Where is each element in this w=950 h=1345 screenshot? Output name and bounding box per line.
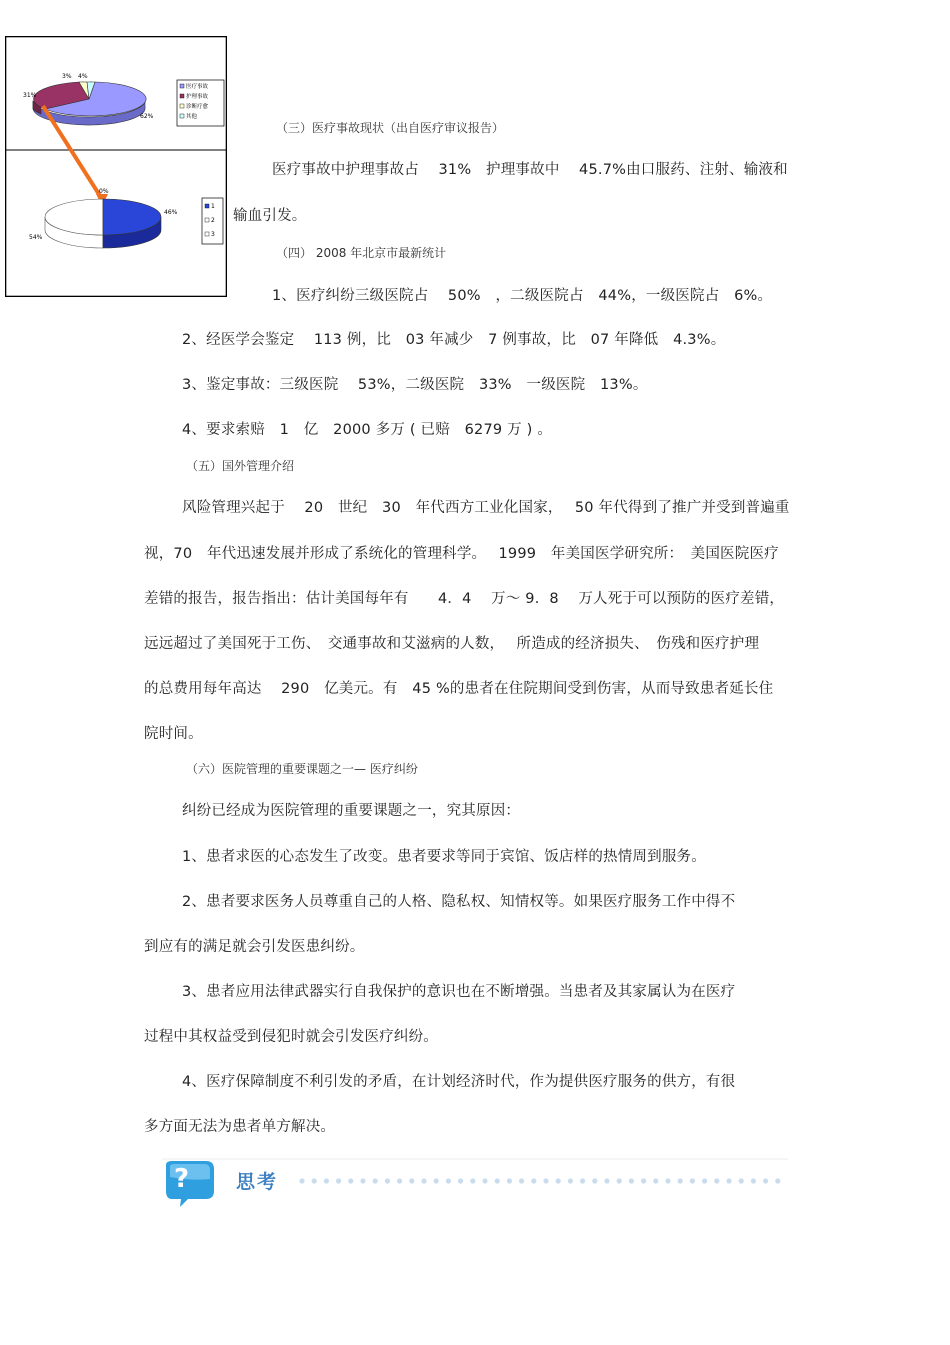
question-mark-glyph: ?: [174, 1164, 190, 1194]
section-5-para-line-2: 视，70 年代迅速发展并形成了系统化的管理科学。 1999 年美国医学研究所： 美国医院医疗: [144, 546, 779, 562]
divider-dot: [495, 1178, 500, 1183]
section-6-item-2-line-1: 2、患者要求医务人员尊重自己的人格、隐私权、知情权等。如果医疗服务工作中得不: [182, 894, 736, 910]
divider-dot: [568, 1178, 573, 1183]
section-6-item-3-line-2: 过程中其权益受到侵犯时就会引发医疗纠纷。: [144, 1029, 438, 1045]
section-6-item-4-line-2: 多方面无法为患者单方解决。: [144, 1119, 336, 1135]
bottom-pie-legend: [202, 198, 223, 244]
legend-swatch-1: [205, 204, 209, 208]
section-6-item-1: 1、患者求医的心态发生了改变。患者要求等同于宾馆、饭店样的热情周到服务。: [182, 849, 706, 865]
divider-dot: [531, 1178, 536, 1183]
pie-chart-figure: [5, 36, 227, 297]
legend-label-1: 1: [211, 203, 215, 210]
divider-dot: [360, 1178, 365, 1183]
section-6-item-2-line-2: 到应有的满足就会引发医患纠纷。: [144, 939, 365, 955]
section-5-para-line-6: 院时间。: [144, 726, 203, 742]
legend-label-medical: 医疗事故: [186, 84, 209, 90]
divider-dot: [324, 1178, 329, 1183]
section-6-intro: 纠纷已经成为医院管理的重要课题之一，究其原因：: [182, 803, 521, 819]
divider-dot: [397, 1178, 402, 1183]
divider-dot: [556, 1178, 561, 1183]
section-5-para-line-1: 风险管理兴起于 20 世纪 30 年代西方工业化国家， 50 年代得到了推广并受到普遍重: [182, 500, 790, 516]
divider-dot: [434, 1178, 439, 1183]
divider-dot: [702, 1178, 707, 1183]
divider-dot: [665, 1178, 670, 1183]
divider-dot: [678, 1178, 683, 1183]
section-3-heading: （三）医疗事故现状（出自医疗审议报告）: [276, 121, 505, 135]
section-3-line-1: 医疗事故中护理事故占 31% 护理事故中 45.7%由口服药、注射、输液和: [272, 162, 788, 178]
top-pie-label-medical: 62%: [140, 113, 154, 120]
legend-swatch-2: [205, 218, 209, 222]
divider-dot: [421, 1178, 426, 1183]
top-pie-label-nursing: 31%: [23, 92, 37, 99]
legend-label-other: 其他: [186, 114, 198, 120]
divider-dot: [470, 1178, 475, 1183]
section-4-item-1: 1、医疗纠纷三级医院占 50% ，二级医院占 44%，一级医院占 6%。: [272, 288, 773, 304]
divider-dot: [739, 1178, 744, 1183]
section-6-item-3-line-1: 3、患者应用法律武器实行自我保护的意识也在不断增强。当患者及其家属认为在医疗: [182, 984, 736, 1000]
section-3-line-2: 输血引发。: [233, 208, 307, 224]
divider-dot: [763, 1178, 768, 1183]
section-5-para-line-5: 的总费用每年高达 290 亿美元。有 45 %的患者在住院期间受到伤害，从而导致患者延长住: [144, 681, 774, 697]
divider-dot: [604, 1178, 609, 1183]
divider-dot: [409, 1178, 414, 1183]
section-4-item-4: 4、要求索赔 1 亿 2000 多万 ( 已赔 6279 万 ) 。: [182, 422, 553, 438]
section-4-item-3: 3、鉴定事故：三级医院 53%，二级医院 33% 一级医院 13%。: [182, 377, 648, 393]
divider-dot: [751, 1178, 756, 1183]
divider-dot: [690, 1178, 695, 1183]
legend-swatch-3: [205, 232, 209, 236]
section-4-item-2: 2、经医学会鉴定 113 例，比 03 年减少 7 例事故，比 07 年降低 4.3%。: [182, 332, 726, 348]
divider-dot: [580, 1178, 585, 1183]
divider-dot: [641, 1178, 646, 1183]
divider-dot: [714, 1178, 719, 1183]
section-6-item-4-line-1: 4、医疗保障制度不利引发的矛盾，在计划经济时代，作为提供医疗服务的供方，有很: [182, 1074, 736, 1090]
divider-dot: [629, 1178, 634, 1183]
divider-dot: [385, 1178, 390, 1183]
think-label: 思考: [236, 1171, 279, 1193]
divider-dot: [507, 1178, 512, 1183]
divider-dot: [775, 1178, 780, 1183]
dotted-divider: [299, 1178, 780, 1183]
divider-dot: [543, 1178, 548, 1183]
top-pie-label-other: 4%: [78, 73, 88, 80]
divider-dot: [348, 1178, 353, 1183]
divider-dot: [726, 1178, 731, 1183]
divider-dot: [336, 1178, 341, 1183]
legend-label-nursing: 护理事故: [186, 94, 209, 100]
divider-dot: [458, 1178, 463, 1183]
legend-label-diagnosis: 诊断疗愈: [186, 104, 209, 110]
legend-label-2: 2: [211, 217, 215, 224]
section-5-para-line-4: 远远超过了美国死于工伤、 交通事故和艾滋病的人数， 所造成的经济损失、 伤残和医疗护理: [144, 636, 760, 652]
top-pie-label-diagnosis: 3%: [62, 73, 72, 80]
bottom-pie-label-3: 54%: [29, 234, 43, 241]
divider-dot: [373, 1178, 378, 1183]
divider-dot: [446, 1178, 451, 1183]
legend-label-3: 3: [211, 231, 215, 238]
divider-dot: [653, 1178, 658, 1183]
section-5-heading: （五）国外管理介绍: [186, 459, 295, 473]
section-6-heading: （六）医院管理的重要课题之一— 医疗纠纷: [186, 762, 418, 776]
bottom-pie-label-1: 46%: [164, 209, 178, 216]
divider-dot: [482, 1178, 487, 1183]
section-5-para-line-3: 差错的报告，报告指出：估计美国每年有 4．4 万～ 9．8 万人死于可以预防的医疗差错，: [144, 591, 785, 607]
top-pie-legend: [177, 80, 224, 126]
legend-swatch-nursing: [180, 94, 184, 98]
divider-dot: [299, 1178, 304, 1183]
divider-dot: [312, 1178, 317, 1183]
legend-swatch-diagnosis: [180, 104, 184, 108]
divider-dot: [592, 1178, 597, 1183]
bottom-pie-label-2: 0%: [99, 188, 109, 195]
legend-swatch-medical: [180, 84, 184, 88]
figure-frame: [6, 37, 227, 297]
section-4-heading: （四） 2008 年北京市最新统计: [276, 246, 447, 260]
divider-dot: [617, 1178, 622, 1183]
divider-dot: [519, 1178, 524, 1183]
legend-swatch-other: [180, 114, 184, 118]
